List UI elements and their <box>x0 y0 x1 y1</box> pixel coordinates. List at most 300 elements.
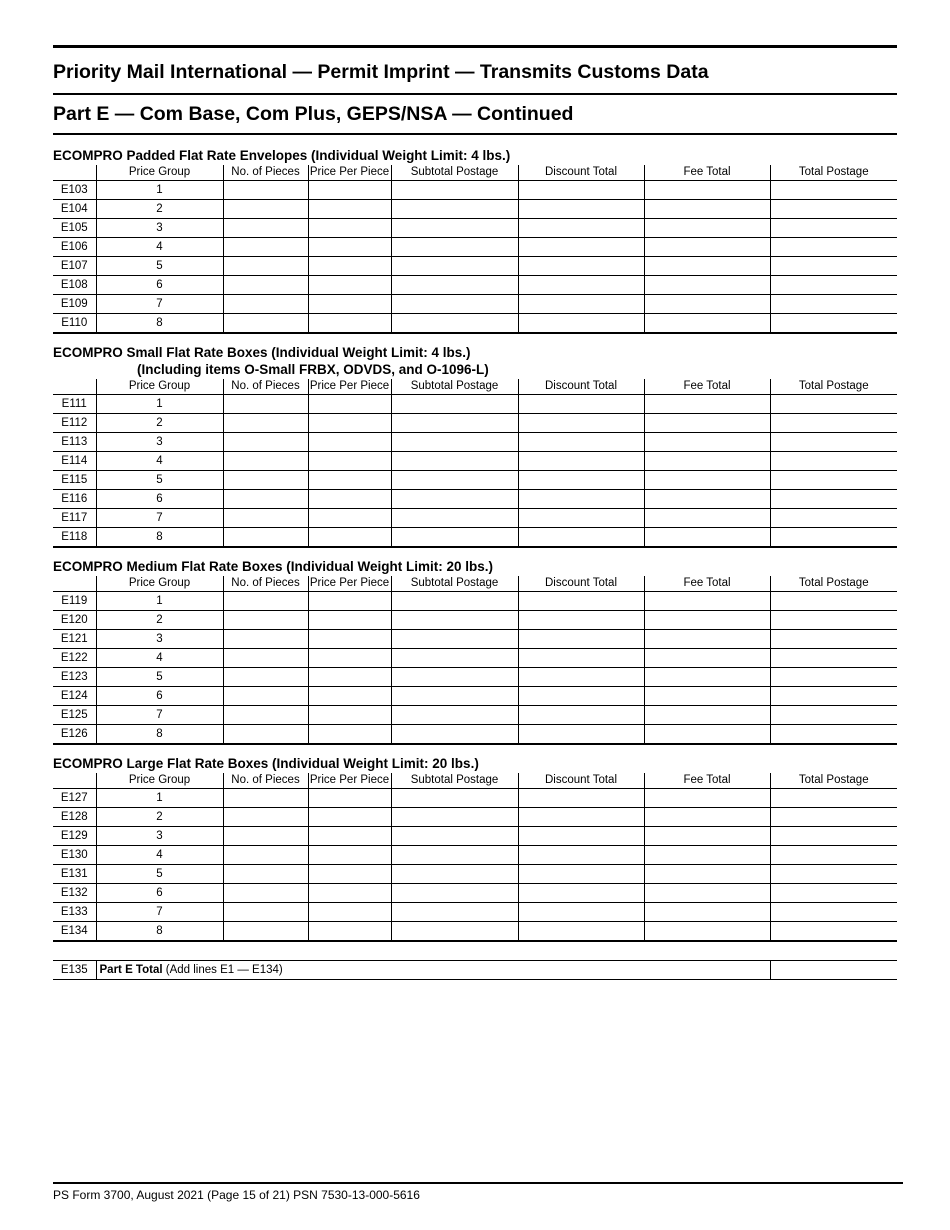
pieces-field[interactable] <box>223 257 308 276</box>
discount-field[interactable] <box>518 827 644 846</box>
total-postage-field[interactable] <box>770 687 897 706</box>
price-per-piece-field[interactable] <box>308 219 391 238</box>
line-code: E134 <box>53 922 96 942</box>
line-code: E106 <box>53 238 96 257</box>
price-per-piece-field[interactable] <box>308 452 391 471</box>
pieces-field[interactable] <box>223 827 308 846</box>
total-postage-field[interactable] <box>770 611 897 630</box>
subtotal-field[interactable] <box>391 528 518 548</box>
column-header: No. of Pieces <box>223 773 308 789</box>
header-blank <box>53 773 96 789</box>
fee-field[interactable] <box>644 630 770 649</box>
price-per-piece-field[interactable] <box>308 200 391 219</box>
line-code: E118 <box>53 528 96 548</box>
discount-field[interactable] <box>518 276 644 295</box>
section-4 <box>53 755 897 942</box>
price-per-piece-field[interactable] <box>308 314 391 334</box>
discount-field[interactable] <box>518 181 644 200</box>
table-row <box>53 865 897 884</box>
total-postage-field[interactable] <box>770 181 897 200</box>
subtotal-field[interactable] <box>391 452 518 471</box>
discount-field[interactable] <box>518 200 644 219</box>
header-blank <box>53 165 96 181</box>
total-postage-field[interactable] <box>770 668 897 687</box>
total-postage-field[interactable] <box>770 725 897 745</box>
pieces-field[interactable] <box>223 592 308 611</box>
pieces-field[interactable] <box>223 903 308 922</box>
subtotal-field[interactable] <box>391 884 518 903</box>
total-postage-field[interactable] <box>770 238 897 257</box>
line-code: E133 <box>53 903 96 922</box>
column-header: No. of Pieces <box>223 379 308 395</box>
table-row <box>53 509 897 528</box>
section-title: ECOMPRO Small Flat Rate Boxes (Individual Weight Limit: 4 lbs.) <box>53 345 471 360</box>
price-per-piece-field[interactable] <box>308 295 391 314</box>
subtotal-field[interactable] <box>391 630 518 649</box>
discount-field[interactable] <box>518 789 644 808</box>
table-row <box>53 630 897 649</box>
price-per-piece-field[interactable] <box>308 922 391 942</box>
price-per-piece-field[interactable] <box>308 668 391 687</box>
fee-field[interactable] <box>644 649 770 668</box>
pieces-field[interactable] <box>223 528 308 548</box>
table-row <box>53 257 897 276</box>
price-group: 6 <box>96 490 223 509</box>
column-header: No. of Pieces <box>223 576 308 592</box>
part-rule <box>53 133 897 135</box>
pieces-field[interactable] <box>223 414 308 433</box>
fee-field[interactable] <box>644 219 770 238</box>
price-per-piece-field[interactable] <box>308 276 391 295</box>
column-header: Discount Total <box>518 379 644 395</box>
column-header: Subtotal Postage <box>391 576 518 592</box>
discount-field[interactable] <box>518 395 644 414</box>
section-title: ECOMPRO Padded Flat Rate Envelopes (Individual Weight Limit: 4 lbs.) <box>53 148 511 163</box>
pieces-field[interactable] <box>223 706 308 725</box>
total-postage-field[interactable] <box>770 414 897 433</box>
total-postage-field[interactable] <box>770 471 897 490</box>
price-group: 7 <box>96 295 223 314</box>
subtotal-field[interactable] <box>391 865 518 884</box>
sections-container <box>53 147 897 942</box>
subtotal-field[interactable] <box>391 789 518 808</box>
line-code: E108 <box>53 276 96 295</box>
price-per-piece-field[interactable] <box>308 789 391 808</box>
subtotal-field[interactable] <box>391 827 518 846</box>
discount-field[interactable] <box>518 452 644 471</box>
fee-field[interactable] <box>644 181 770 200</box>
subtotal-field[interactable] <box>391 395 518 414</box>
section-title: ECOMPRO Large Flat Rate Boxes (Individual Weight Limit: 20 lbs.) <box>53 756 479 771</box>
pieces-field[interactable] <box>223 276 308 295</box>
pieces-field[interactable] <box>223 314 308 334</box>
fee-field[interactable] <box>644 922 770 942</box>
table-row <box>53 903 897 922</box>
discount-field[interactable] <box>518 884 644 903</box>
price-group: 2 <box>96 611 223 630</box>
fee-field[interactable] <box>644 395 770 414</box>
pieces-field[interactable] <box>223 884 308 903</box>
pieces-field[interactable] <box>223 433 308 452</box>
discount-field[interactable] <box>518 611 644 630</box>
subtotal-field[interactable] <box>391 276 518 295</box>
total-line-code: E135 <box>53 961 96 980</box>
price-group: 1 <box>96 592 223 611</box>
discount-field[interactable] <box>518 922 644 942</box>
pieces-field[interactable] <box>223 649 308 668</box>
section-3 <box>53 558 897 745</box>
price-group: 3 <box>96 219 223 238</box>
price-group: 4 <box>96 452 223 471</box>
discount-field[interactable] <box>518 509 644 528</box>
fee-field[interactable] <box>644 200 770 219</box>
total-postage-field[interactable] <box>770 630 897 649</box>
fee-field[interactable] <box>644 490 770 509</box>
fee-field[interactable] <box>644 295 770 314</box>
table-row <box>53 314 897 334</box>
table-row <box>53 295 897 314</box>
subtotal-field[interactable] <box>391 414 518 433</box>
fee-field[interactable] <box>644 528 770 548</box>
part-total-row <box>53 960 897 980</box>
pieces-field[interactable] <box>223 922 308 942</box>
discount-field[interactable] <box>518 649 644 668</box>
discount-field[interactable] <box>518 668 644 687</box>
price-per-piece-field[interactable] <box>308 395 391 414</box>
table-row <box>53 706 897 725</box>
price-per-piece-field[interactable] <box>308 414 391 433</box>
discount-field[interactable] <box>518 257 644 276</box>
fee-field[interactable] <box>644 471 770 490</box>
column-header: Fee Total <box>644 379 770 395</box>
line-code: E128 <box>53 808 96 827</box>
discount-field[interactable] <box>518 314 644 334</box>
total-postage-field[interactable] <box>770 808 897 827</box>
total-postage-field[interactable] <box>770 649 897 668</box>
price-per-piece-field[interactable] <box>308 884 391 903</box>
section-subtitle-line <box>53 361 897 378</box>
fee-field[interactable] <box>644 414 770 433</box>
total-postage-field[interactable] <box>770 395 897 414</box>
total-postage-field[interactable] <box>770 509 897 528</box>
price-per-piece-field[interactable] <box>308 865 391 884</box>
discount-field[interactable] <box>518 706 644 725</box>
subtotal-field[interactable] <box>391 808 518 827</box>
discount-field[interactable] <box>518 471 644 490</box>
pieces-field[interactable] <box>223 668 308 687</box>
table-row <box>53 725 897 745</box>
column-header: No. of Pieces <box>223 165 308 181</box>
discount-field[interactable] <box>518 846 644 865</box>
pieces-field[interactable] <box>223 490 308 509</box>
table-row <box>53 687 897 706</box>
pieces-field[interactable] <box>223 238 308 257</box>
column-header: Price Group <box>96 576 223 592</box>
total-postage-field[interactable] <box>770 789 897 808</box>
column-header: Price Per Piece <box>308 576 391 592</box>
line-code: E113 <box>53 433 96 452</box>
total-postage-field[interactable] <box>770 592 897 611</box>
discount-field[interactable] <box>518 238 644 257</box>
discount-field[interactable] <box>518 295 644 314</box>
total-postage-field[interactable] <box>770 922 897 942</box>
fee-field[interactable] <box>644 706 770 725</box>
rate-table <box>53 379 897 548</box>
price-group: 3 <box>96 827 223 846</box>
total-postage-field[interactable] <box>770 903 897 922</box>
subtotal-field[interactable] <box>391 257 518 276</box>
line-code: E127 <box>53 789 96 808</box>
table-row <box>53 452 897 471</box>
line-code: E122 <box>53 649 96 668</box>
price-per-piece-field[interactable] <box>308 181 391 200</box>
subtotal-field[interactable] <box>391 706 518 725</box>
subtotal-field[interactable] <box>391 490 518 509</box>
total-postage-field[interactable] <box>770 219 897 238</box>
discount-field[interactable] <box>518 528 644 548</box>
total-postage-field[interactable] <box>770 314 897 334</box>
fee-field[interactable] <box>644 865 770 884</box>
fee-field[interactable] <box>644 846 770 865</box>
total-postage-field[interactable] <box>770 846 897 865</box>
pieces-field[interactable] <box>223 181 308 200</box>
total-postage-field[interactable] <box>770 257 897 276</box>
column-header: Price Group <box>96 773 223 789</box>
price-per-piece-field[interactable] <box>308 649 391 668</box>
column-header: Subtotal Postage <box>391 773 518 789</box>
total-postage-field[interactable] <box>770 200 897 219</box>
price-per-piece-field[interactable] <box>308 630 391 649</box>
subtotal-field[interactable] <box>391 649 518 668</box>
subtotal-field[interactable] <box>391 903 518 922</box>
pieces-field[interactable] <box>223 295 308 314</box>
pieces-field[interactable] <box>223 865 308 884</box>
subtotal-field[interactable] <box>391 668 518 687</box>
discount-field[interactable] <box>518 630 644 649</box>
total-postage-field[interactable] <box>770 490 897 509</box>
column-header: Price Per Piece <box>308 165 391 181</box>
header-row <box>53 576 897 592</box>
table-row <box>53 395 897 414</box>
section-title: ECOMPRO Medium Flat Rate Boxes (Individual Weight Limit: 20 lbs.) <box>53 559 494 574</box>
fee-field[interactable] <box>644 257 770 276</box>
column-header: Discount Total <box>518 576 644 592</box>
total-postage-field[interactable] <box>770 295 897 314</box>
price-per-piece-field[interactable] <box>308 903 391 922</box>
pieces-field[interactable] <box>223 219 308 238</box>
discount-field[interactable] <box>518 725 644 745</box>
fee-field[interactable] <box>644 789 770 808</box>
pieces-field[interactable] <box>223 687 308 706</box>
pieces-field[interactable] <box>223 611 308 630</box>
fee-field[interactable] <box>644 238 770 257</box>
table-row <box>53 433 897 452</box>
table-row <box>53 528 897 548</box>
total-postage-field[interactable] <box>770 827 897 846</box>
column-header: Total Postage <box>770 773 897 789</box>
total-postage-field[interactable] <box>770 884 897 903</box>
fee-field[interactable] <box>644 433 770 452</box>
form-page <box>53 45 897 980</box>
section-1 <box>53 147 897 334</box>
price-per-piece-field[interactable] <box>308 433 391 452</box>
fee-field[interactable] <box>644 611 770 630</box>
column-header: Discount Total <box>518 165 644 181</box>
total-amount-field[interactable] <box>770 961 897 980</box>
form-footer: PS Form 3700, August 2021 (Page 15 of 21) PSN 7530-13-000-5616 <box>53 1182 903 1202</box>
price-per-piece-field[interactable] <box>308 827 391 846</box>
table-row <box>53 200 897 219</box>
line-code: E129 <box>53 827 96 846</box>
table-row <box>53 219 897 238</box>
total-postage-field[interactable] <box>770 276 897 295</box>
price-per-piece-field[interactable] <box>308 509 391 528</box>
column-header: Subtotal Postage <box>391 165 518 181</box>
total-postage-field[interactable] <box>770 433 897 452</box>
fee-field[interactable] <box>644 509 770 528</box>
price-per-piece-field[interactable] <box>308 592 391 611</box>
total-postage-field[interactable] <box>770 706 897 725</box>
price-group: 3 <box>96 630 223 649</box>
subtotal-field[interactable] <box>391 922 518 942</box>
fee-field[interactable] <box>644 314 770 334</box>
price-per-piece-field[interactable] <box>308 687 391 706</box>
price-per-piece-field[interactable] <box>308 725 391 745</box>
pieces-field[interactable] <box>223 808 308 827</box>
price-group: 8 <box>96 528 223 548</box>
price-group: 2 <box>96 414 223 433</box>
table-row <box>53 846 897 865</box>
table-row <box>53 414 897 433</box>
line-code: E104 <box>53 200 96 219</box>
discount-field[interactable] <box>518 433 644 452</box>
fee-field[interactable] <box>644 884 770 903</box>
price-per-piece-field[interactable] <box>308 238 391 257</box>
table-row <box>53 789 897 808</box>
part-title: Part E — Com Base, Com Plus, GEPS/NSA — Continued <box>53 103 574 125</box>
discount-field[interactable] <box>518 903 644 922</box>
rate-table <box>53 773 897 942</box>
line-code: E109 <box>53 295 96 314</box>
column-header: Fee Total <box>644 576 770 592</box>
discount-field[interactable] <box>518 865 644 884</box>
pieces-field[interactable] <box>223 452 308 471</box>
fee-field[interactable] <box>644 276 770 295</box>
fee-field[interactable] <box>644 808 770 827</box>
price-per-piece-field[interactable] <box>308 528 391 548</box>
header-row <box>53 773 897 789</box>
discount-field[interactable] <box>518 808 644 827</box>
line-code: E114 <box>53 452 96 471</box>
pieces-field[interactable] <box>223 509 308 528</box>
subtotal-field[interactable] <box>391 725 518 745</box>
discount-field[interactable] <box>518 490 644 509</box>
price-per-piece-field[interactable] <box>308 846 391 865</box>
line-code: E115 <box>53 471 96 490</box>
pieces-field[interactable] <box>223 630 308 649</box>
price-group: 3 <box>96 433 223 452</box>
price-group: 2 <box>96 200 223 219</box>
subtotal-field[interactable] <box>391 592 518 611</box>
fee-field[interactable] <box>644 452 770 471</box>
total-label-note: (Add lines E1 — E134) <box>162 964 283 976</box>
total-postage-field[interactable] <box>770 528 897 548</box>
line-code: E126 <box>53 725 96 745</box>
price-per-piece-field[interactable] <box>308 490 391 509</box>
line-code: E103 <box>53 181 96 200</box>
price-group: 8 <box>96 922 223 942</box>
table-row <box>53 922 897 942</box>
subtotal-field[interactable] <box>391 200 518 219</box>
price-group: 5 <box>96 257 223 276</box>
column-header: Price Group <box>96 165 223 181</box>
price-group: 7 <box>96 509 223 528</box>
table-row <box>53 827 897 846</box>
price-group: 5 <box>96 668 223 687</box>
header-blank <box>53 379 96 395</box>
price-per-piece-field[interactable] <box>308 471 391 490</box>
price-group: 2 <box>96 808 223 827</box>
line-code: E125 <box>53 706 96 725</box>
column-header: Total Postage <box>770 379 897 395</box>
price-per-piece-field[interactable] <box>308 808 391 827</box>
subtotal-field[interactable] <box>391 611 518 630</box>
fee-field[interactable] <box>644 592 770 611</box>
subtotal-field[interactable] <box>391 687 518 706</box>
subtotal-field[interactable] <box>391 238 518 257</box>
line-code: E124 <box>53 687 96 706</box>
price-per-piece-field[interactable] <box>308 611 391 630</box>
pieces-field[interactable] <box>223 200 308 219</box>
line-code: E121 <box>53 630 96 649</box>
discount-field[interactable] <box>518 592 644 611</box>
subtotal-field[interactable] <box>391 181 518 200</box>
discount-field[interactable] <box>518 414 644 433</box>
subtotal-field[interactable] <box>391 846 518 865</box>
pieces-field[interactable] <box>223 846 308 865</box>
page-title: Priority Mail International — Permit Imprint — Transmits Customs Data <box>53 61 709 83</box>
line-code: E107 <box>53 257 96 276</box>
rate-table <box>53 576 897 745</box>
pieces-field[interactable] <box>223 725 308 745</box>
pieces-field[interactable] <box>223 395 308 414</box>
fee-field[interactable] <box>644 903 770 922</box>
subtotal-field[interactable] <box>391 433 518 452</box>
subtotal-field[interactable] <box>391 219 518 238</box>
price-per-piece-field[interactable] <box>308 257 391 276</box>
subtotal-field[interactable] <box>391 509 518 528</box>
line-code: E131 <box>53 865 96 884</box>
fee-field[interactable] <box>644 687 770 706</box>
price-per-piece-field[interactable] <box>308 706 391 725</box>
total-postage-field[interactable] <box>770 865 897 884</box>
fee-field[interactable] <box>644 827 770 846</box>
total-postage-field[interactable] <box>770 452 897 471</box>
subtotal-field[interactable] <box>391 471 518 490</box>
line-code: E116 <box>53 490 96 509</box>
fee-field[interactable] <box>644 668 770 687</box>
fee-field[interactable] <box>644 725 770 745</box>
subtotal-field[interactable] <box>391 314 518 334</box>
section-2 <box>53 344 897 548</box>
subtotal-field[interactable] <box>391 295 518 314</box>
table-row <box>53 649 897 668</box>
discount-field[interactable] <box>518 687 644 706</box>
pieces-field[interactable] <box>223 471 308 490</box>
discount-field[interactable] <box>518 219 644 238</box>
pieces-field[interactable] <box>223 789 308 808</box>
column-header: Subtotal Postage <box>391 379 518 395</box>
